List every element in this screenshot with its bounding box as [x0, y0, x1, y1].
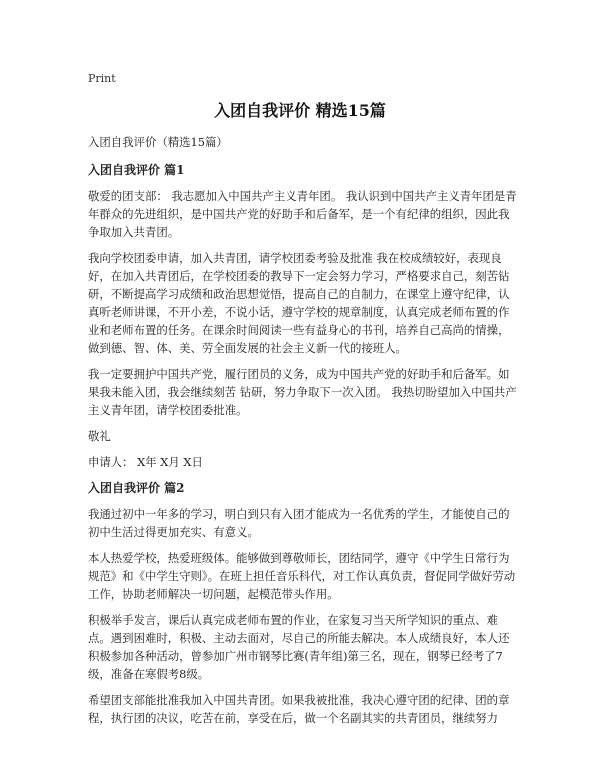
- paragraph: 我向学校团委申请，加入共青团，请学校团委考验及批准 我在校成绩较好，表现良好，在加入共青团后，在学校团委的教导下一定会努力学习，严格要求自己，刻苦钻研，不断提高学习成绩和政治思想觉悟，提高自己的自制力，在课堂上遵守纪律，认真听老师讲课，不开小差，不说小话，遵守学校的规章制度，认真完成老师布置的作业和老师布置的任务。在课余时间阅读一些有益身心的书刊，培养自己高尚的情操，做到德、智、体、美、劳全面发展的社会主义新一代的接班人。: [88, 251, 510, 355]
- paragraph: 希望团支部能批准我加入中国共青团。如果我被批准，我决心遵守团的纪律、团的章程，执行团的决议，吃苦在前，享受在后，做一个名副其实的共青团员，继续努力: [88, 693, 510, 725]
- print-label[interactable]: Print: [88, 72, 116, 85]
- applicant-line: 申请人： X年 X月 X日: [88, 455, 203, 469]
- closing-salutation: 敬礼: [88, 429, 111, 443]
- paragraph: 我通过初中一年多的学习，明白到只有入团才能成为一名优秀的学生，才能使自己的初中生活过得更加充实、有意义。: [88, 507, 510, 539]
- paragraph: 我一定要拥护中国共产党，履行团员的义务，成为中国共产党的好助手和后备军。如果我未能入团，我会继续刻苦 钻研，努力争取下一次入团。 我热切盼望加入中国共产主义青年团，请学校团委批准。: [88, 367, 517, 417]
- document-body: [88, 133, 518, 735]
- paragraph: 本人热爱学校，热爱班级体。能够做到尊敬师长，团结同学，遵守《中学生日常行为规范》和《中学生守则》。在班上担任音乐科代，对工作认真负责，督促同学做好劳动工作，协助老师解决一切问题，起模范带头作用。: [88, 551, 516, 601]
- document-subtitle: 入团自我评价（精选15篇）: [88, 135, 228, 149]
- paragraph: 敬爱的团支部： 我志愿加入中国共产主义青年团。 我认识到中国共产主义青年团是青年群众的先进组织，是中国共产党的好助手和后备军，是一个有纪律的组织，因此我争取加入共青团。: [88, 189, 517, 239]
- section-heading: 入团自我评价 篇1: [88, 163, 185, 177]
- paragraph: 积极举手发言，课后认真完成老师布置的作业，在家复习当天所学知识的重点、难点。遇到困难时，积极、主动去面对，尽自己的所能去解决。本人成绩良好，本人还积极参加各种活动，曾参加广州市钢琴比赛(青年组)第三名，现在，钢琴已经考了7级，准备在寒假考8级。: [88, 613, 510, 681]
- section-heading: 入团自我评价 篇2: [88, 481, 185, 495]
- page-title: 入团自我评价 精选15篇: [214, 101, 386, 120]
